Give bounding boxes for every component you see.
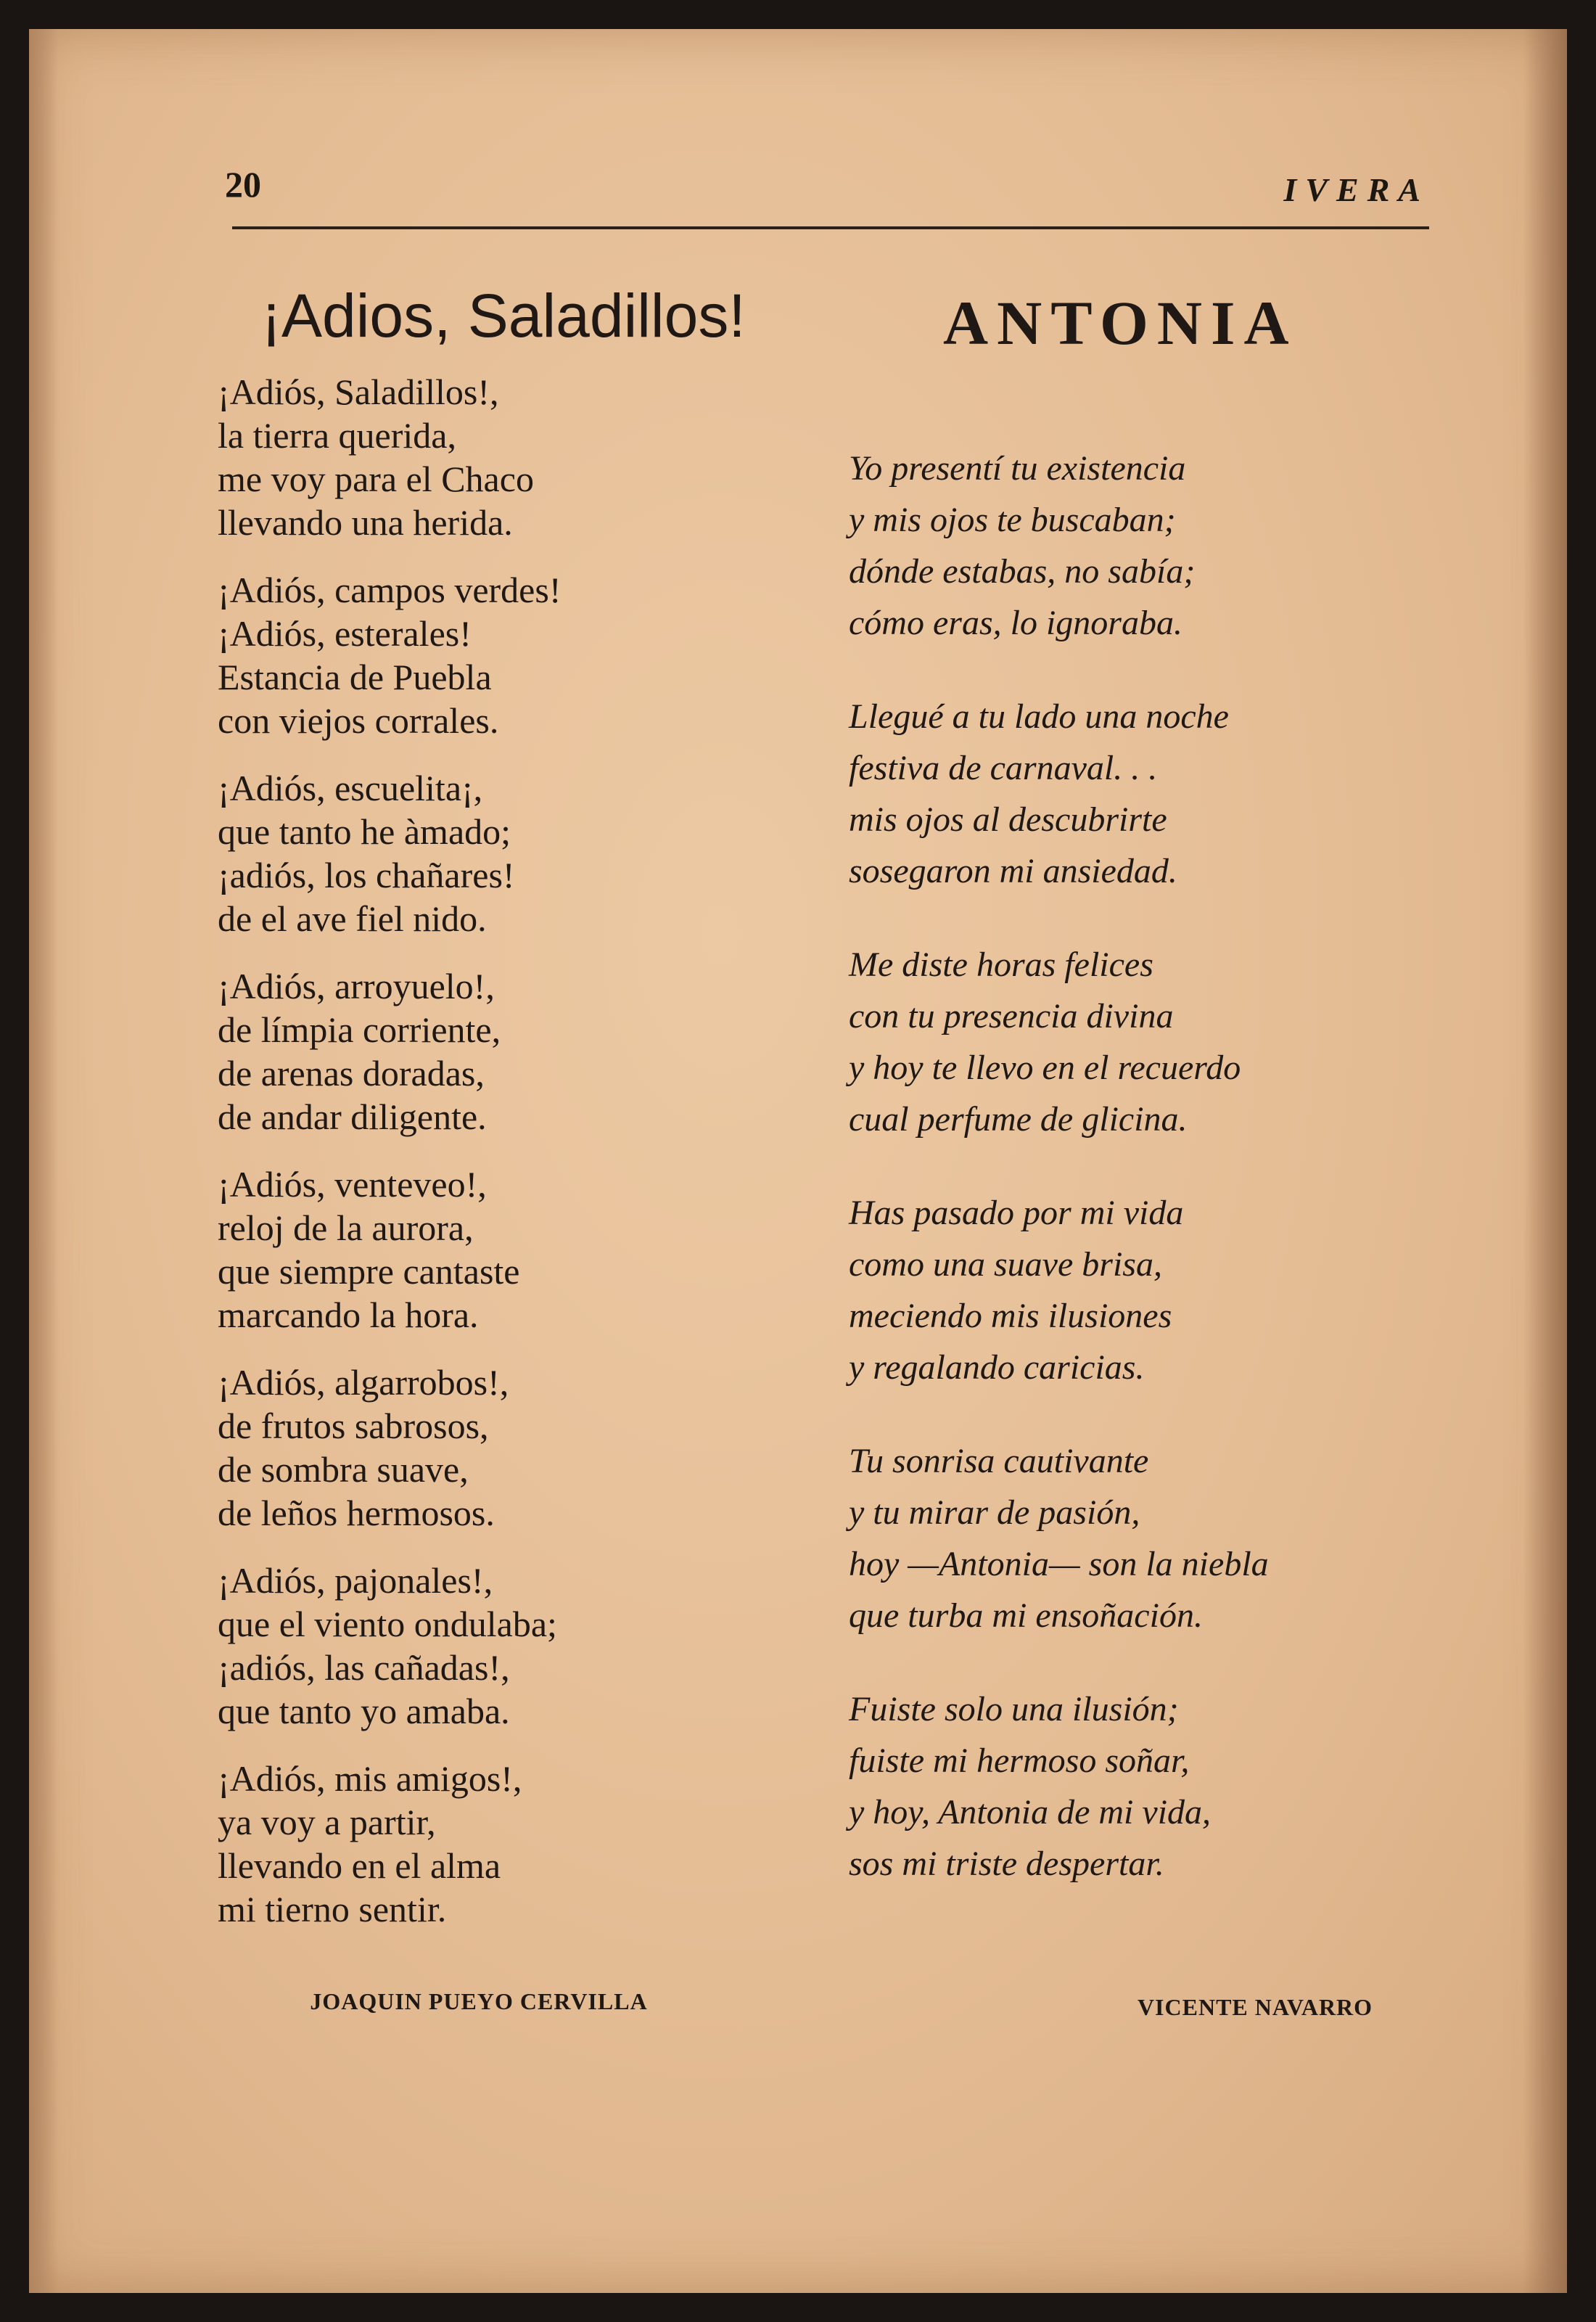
poem-left [196, 276, 820, 1955]
verse-line: sos mi triste despertar. [849, 1845, 1164, 1883]
verse-line: como una suave brisa, [849, 1245, 1162, 1284]
verse-line: ¡adiós, las cañadas!, [218, 1647, 510, 1688]
page-header [225, 163, 1429, 229]
verse-line: que siempre cantaste [218, 1251, 520, 1292]
verse-line: Estancia de Puebla [218, 657, 492, 697]
verse-line: de leños hermosos. [218, 1493, 495, 1533]
verse-line: que turba mi ensoñación. [849, 1596, 1203, 1635]
page-number: 20 [225, 164, 261, 205]
verse-line: ¡Adiós, Saladillos!, [218, 372, 499, 412]
verse-line: fuiste mi hermoso soñar, [849, 1742, 1190, 1780]
poem-left-stanzas [196, 370, 820, 1931]
verse-line: reloj de la aurora, [218, 1207, 474, 1248]
verse-line: y hoy, Antonia de mi vida, [849, 1793, 1212, 1831]
verse-line: ¡Adiós, arroyuelo!, [218, 966, 495, 1006]
poem-right-author: VICENTE NAVARRO [1137, 1994, 1373, 2020]
verse-line: que tanto he àmado; [218, 811, 511, 852]
verse-line: Yo presentí tu existencia [849, 449, 1186, 488]
verse-line: ¡Adiós, mis amigos!, [218, 1758, 522, 1799]
verse-line: ¡Adiós, venteveo!, [218, 1164, 487, 1205]
poem-left-title: ¡Adios, Saladillos! [261, 282, 746, 350]
stanza [849, 443, 1422, 649]
verse-line: y hoy te llevo en el recuerdo [849, 1049, 1241, 1087]
verse-line: Tu sonrisa cautivante [849, 1442, 1149, 1480]
verse-line: ya voy a partir, [218, 1802, 436, 1842]
stanza [218, 370, 820, 544]
verse-line: que el viento ondulaba; [218, 1604, 557, 1644]
verse-line: cómo eras, lo ignoraba. [849, 604, 1182, 642]
stanza [849, 691, 1422, 897]
verse-line: mi tierno sentir. [218, 1889, 447, 1929]
stanza [218, 1757, 820, 1931]
verse-line: mis ojos al descubrirte [849, 800, 1167, 839]
verse-line: Has pasado por mi vida [849, 1194, 1184, 1232]
verse-line: de el ave fiel nido. [218, 898, 487, 939]
stanza [218, 964, 820, 1139]
stanza [218, 1559, 820, 1733]
verse-line: llevando en el alma [218, 1845, 501, 1886]
verse-line: de andar diligente. [218, 1096, 487, 1137]
verse-line: la tierra querida, [218, 415, 456, 456]
verse-line: me voy para el Chaco [218, 459, 534, 499]
verse-line: sosegaron mi ansiedad. [849, 852, 1177, 890]
page-edge-left [29, 29, 58, 2293]
page-edge-right [1523, 29, 1567, 2293]
verse-line: de sombra suave, [218, 1449, 469, 1490]
header-rule [232, 226, 1429, 229]
stanza [218, 568, 820, 742]
verse-line: Llegué a tu lado una noche [849, 697, 1229, 736]
verse-line: y regalando caricias. [849, 1348, 1145, 1387]
poem-right [827, 283, 1422, 1932]
verse-line: de frutos sabrosos, [218, 1406, 489, 1446]
poem-right-stanzas [827, 443, 1422, 1890]
verse-line: y tu mirar de pasión, [849, 1493, 1140, 1532]
verse-line: y mis ojos te buscaban; [849, 501, 1176, 539]
verse-line: ¡adiós, los chañares! [218, 855, 515, 895]
verse-line: de límpia corriente, [218, 1009, 501, 1050]
verse-line: que tanto yo amaba. [218, 1691, 510, 1731]
verse-line: hoy —Antonia— son la niebla [849, 1545, 1269, 1583]
stanza [218, 1162, 820, 1337]
verse-line: dónde estabas, no sabía; [849, 552, 1196, 591]
poem-left-author: JOAQUIN PUEYO CERVILLA [310, 1988, 648, 2014]
verse-line: ¡Adiós, campos verdes! [218, 570, 562, 610]
verse-line: ¡Adiós, escuelita¡, [218, 768, 483, 808]
verse-line: meciendo mis ilusiones [849, 1297, 1172, 1335]
verse-line: con tu presencia divina [849, 997, 1174, 1035]
verse-line: Me diste horas felices [849, 945, 1153, 984]
stanza [218, 766, 820, 940]
verse-line: de arenas doradas, [218, 1053, 485, 1094]
verse-line: ¡Adiós, pajonales!, [218, 1560, 493, 1601]
verse-line: marcando la hora. [218, 1295, 479, 1335]
verse-line: ¡Adiós, algarrobos!, [218, 1362, 509, 1403]
stanza [849, 939, 1422, 1145]
stanza [849, 1435, 1422, 1641]
stanza [849, 1683, 1422, 1890]
verse-line: festiva de carnaval. . . [849, 749, 1158, 787]
stanza [849, 1187, 1422, 1393]
verse-line: con viejos corrales. [218, 700, 499, 741]
stanza [218, 1361, 820, 1535]
verse-line: cual perfume de glicina. [849, 1100, 1188, 1139]
verse-line: llevando una herida. [218, 502, 513, 543]
verse-line: ¡Adiós, esterales! [218, 613, 472, 654]
verse-line: Fuiste solo una ilusión; [849, 1690, 1179, 1728]
running-head: IVERA [1283, 171, 1429, 208]
poem-right-title: ANTONIA [943, 288, 1298, 358]
